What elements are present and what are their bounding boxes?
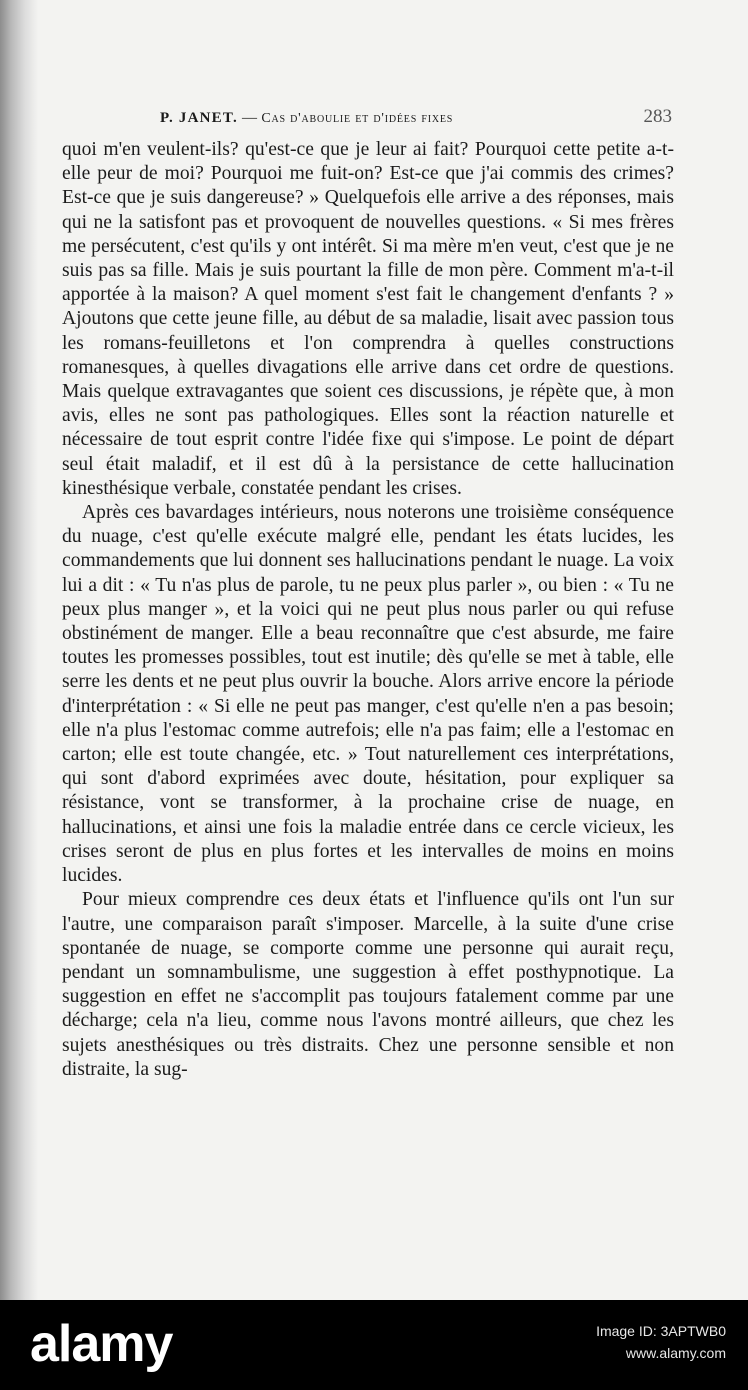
paragraph-2: Après ces bavardages intérieurs, nous noterons une troisième conséquence du nuage, c'est qu'elle exécute malgré elle, pendant les états lucides, les commandements que lui donnent ses hallucinations pendant le nuage. La voix lui a dit : « Tu n'as plus de parole, tu ne peux plus parler », ou bien : « Tu ne peux plus manger », et la voici qui ne peut plus nous parler ou qui refuse obstinément de manger. Elle a beau reconnaître que c'est absurde, me faire toutes les promesses possibles, tout est inutile; dès qu'elle se met à table, elle serre les dents et ne peut plus ouvrir la bouche. Alors arrive encore la période d'interprétation : « Si elle ne peut pas manger, c'est qu'elle n'en a pas besoin; elle n'a plus l'estomac comme autrefois; elle n'a pas faim; elle a l'estomac en carton; elle est toute changée, etc. » Tout naturellement ces interprétations, qui sont d'abord exprimées avec doute, hésitation, pour expliquer sa résistance, vont se transformer, à la prochaine crise de nuage, en hallucinations, et ainsi une fois la maladie entrée dans ce cercle vicieux, les crises seront de plus en plus fortes et les intervalles de moins en moins lucides. <box>62 502 674 887</box>
body-text <box>62 138 674 1082</box>
header-dash: — <box>237 110 262 126</box>
alamy-logo: alamy <box>30 1315 173 1373</box>
header-author: P. JANET. <box>160 110 238 126</box>
running-head <box>160 110 453 127</box>
site-url: www.alamy.com <box>625 1345 726 1361</box>
watermark-footer <box>0 1300 748 1390</box>
page-header <box>62 106 674 136</box>
header-title: Cas d'aboulie et d'idées fixes <box>261 111 454 126</box>
paragraph-1: quoi m'en veulent-ils? qu'est-ce que je leur ai fait? Pourquoi cette petite a-t-elle peur de moi? Pourquoi me fuit-on? Est-ce que j'ai commis des crimes? Est-ce que je suis dangereuse? » Quelquefois elle arrive a des réponses, mais qui ne la satisfont pas et provoquent de nouvelles questions. « Si mes frères me persécutent, c'est qu'ils y ont intérêt. Si ma mère m'en veut, c'est que je ne suis pas sa fille. Mais je suis pourtant la fille de mon père. Comment m'a-t-il apportée à la maison? A quel moment s'est fait le changement d'enfants ? » Ajoutons que cette jeune fille, au début de sa maladie, lisait avec passion tous les romans-feuilletons et l'on comprendra à quelles constructions romanesques, à quelles divagations elle arrive dans cet ordre de questions. Mais quelque extravagantes que soient ces discussions, je répète que, à mon avis, elles ne sont pas pathologiques. Elles sont la réaction naturelle et nécessaire de tout esprit contre l'idée fixe qui s'impose. Le point de départ seul était maladif, et il est dû à la persistance de cette hallucination kinesthésique verbale, constatée pendant les crises. <box>62 139 674 499</box>
binding-shadow <box>0 0 38 1300</box>
paragraph-3: Pour mieux comprendre ces deux états et l'influence qu'ils ont l'un sur l'autre, une comparaison paraît s'imposer. Marcelle, à la suite d'une crise spontanée de nuage, se comporte comme une personne qui aurait reçu, pendant un somnambulisme, une suggestion à effet posthypnotique. La suggestion en effet ne s'accomplit pas toujours fatalement comme par une décharge; cela n'a lieu, comme nous l'avons montré ailleurs, que chez les sujets anesthésiques ou très distraits. Chez une personne sensible et non distraite, la sug- <box>62 889 674 1080</box>
page-number: 283 <box>643 106 672 127</box>
image-id-label: Image ID: 3APTWB0 <box>596 1323 726 1339</box>
image-id-block <box>596 1320 726 1364</box>
